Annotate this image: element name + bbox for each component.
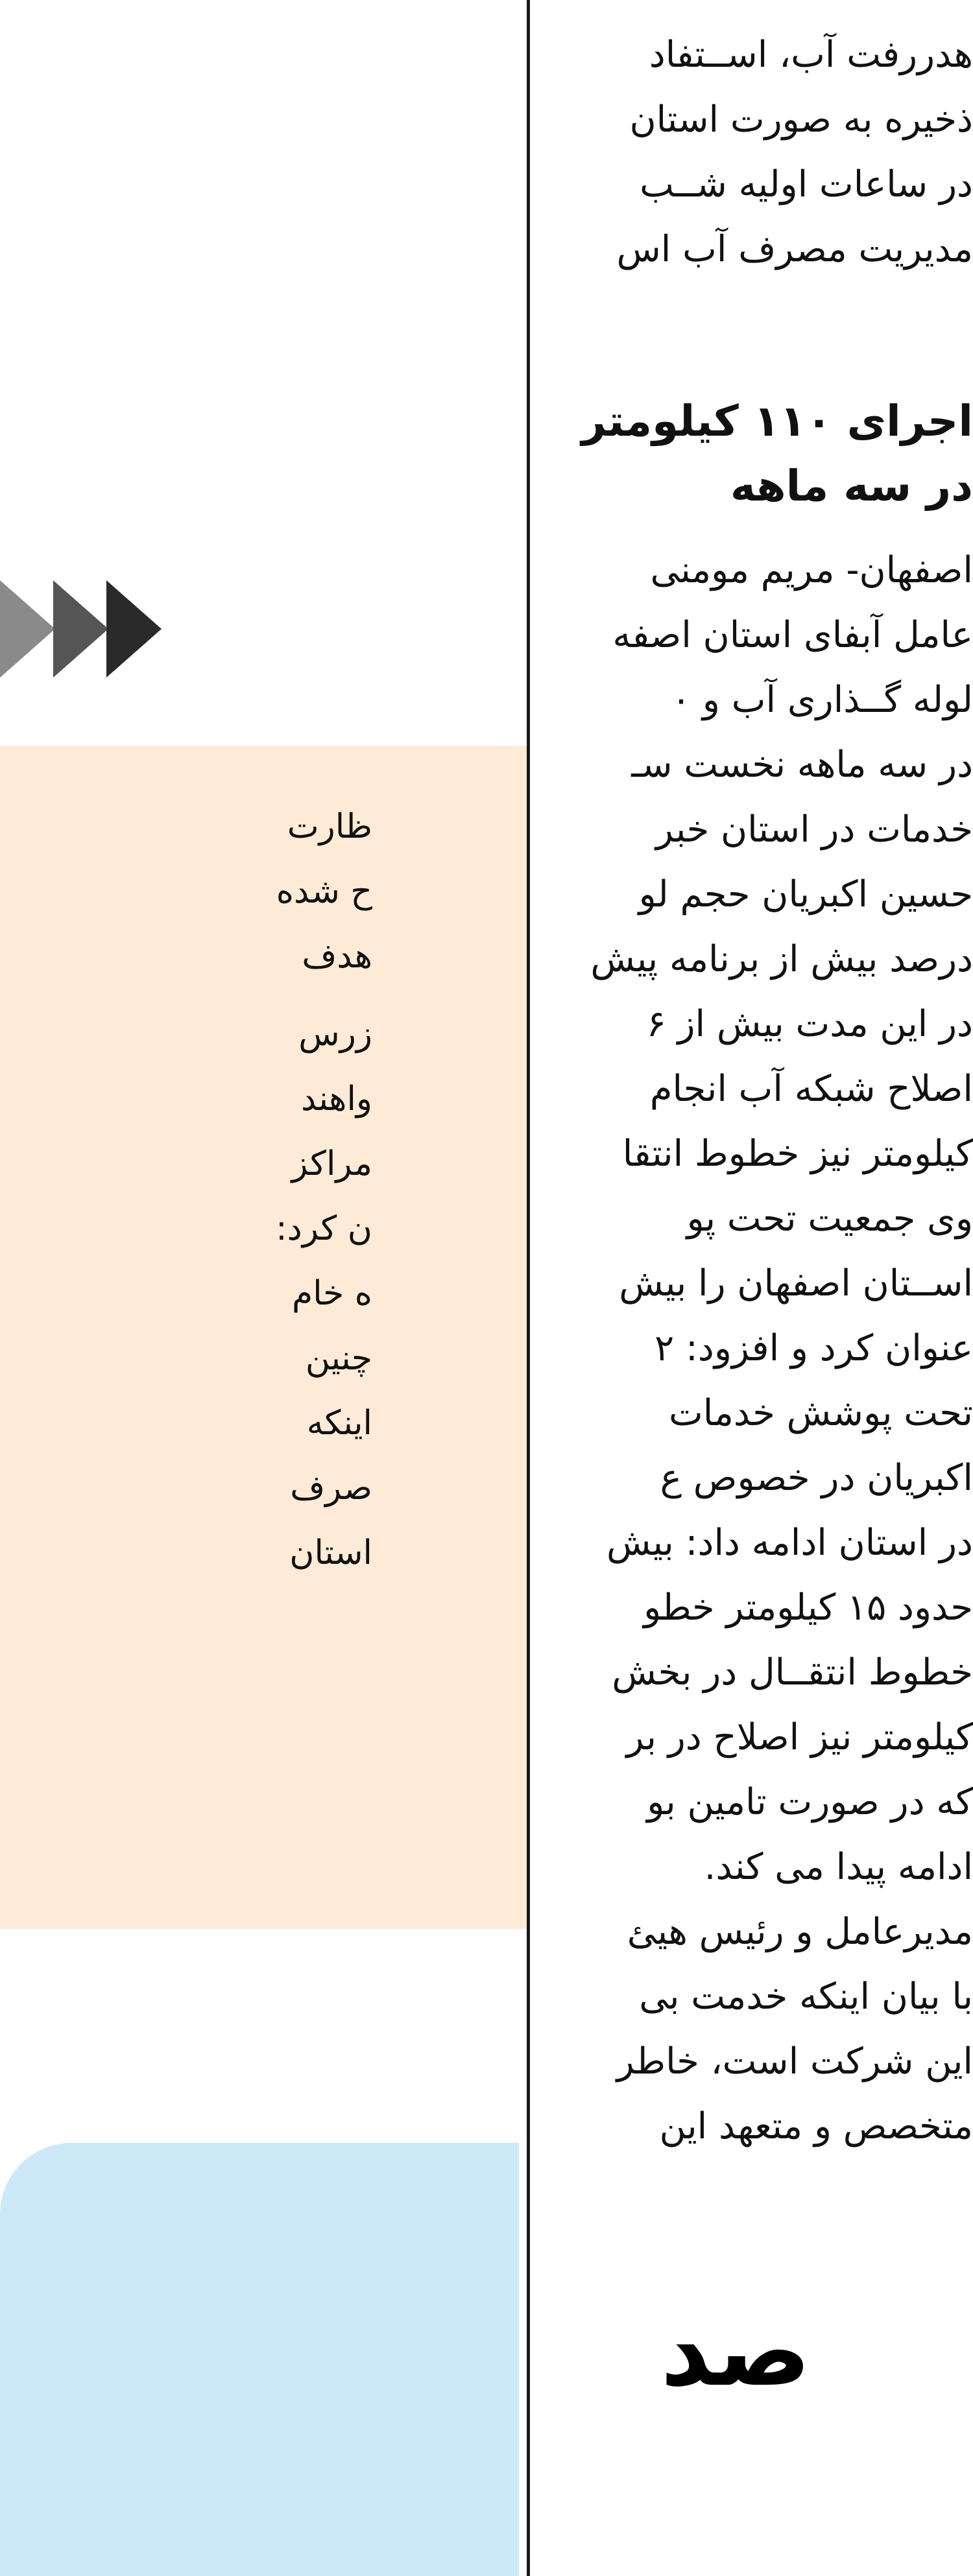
- text-line: کیلومتر نیز اصلاح در بر: [626, 1716, 973, 1758]
- text-line: ن کرد:: [276, 1209, 372, 1248]
- text-line: ذخیره به صورت استان: [629, 99, 973, 141]
- text-line: حسین اکبریان حجم لو: [638, 873, 973, 916]
- sidebar-box-blue: [0, 2143, 519, 2576]
- text-line: متخصص و متعهد این: [659, 2105, 973, 2147]
- text-line: هدف: [302, 937, 372, 976]
- text-line: چنین: [305, 1339, 372, 1378]
- text-line: ح شده: [276, 872, 372, 911]
- text-line: در این مدت بیش از ۶: [646, 1003, 973, 1045]
- text-line: مراکز: [291, 1144, 372, 1183]
- triangle-icon: [106, 580, 162, 678]
- text-line: ادامه پیدا می کند.: [704, 1846, 973, 1888]
- text-line: تحت پوشش خدمات: [669, 1392, 973, 1434]
- text-line: عنوان کرد و افزود: ۲: [655, 1327, 973, 1369]
- text-line: صرف: [290, 1469, 372, 1507]
- text-line: با بیان اینکه خدمت بی: [639, 1976, 973, 2018]
- column-divider: [527, 0, 530, 2576]
- blue-box-heading: صد: [660, 2295, 811, 2408]
- triangle-icon: [53, 580, 108, 678]
- text-line: در سه ماهه نخست سـ: [631, 744, 973, 786]
- text-line: این شرکت است، خاطر: [616, 2040, 973, 2083]
- text-line: کیلومتر نیز خطوط انتقا: [622, 1133, 973, 1175]
- text-line: واهند: [301, 1080, 372, 1118]
- text-line: زرس: [298, 1015, 372, 1054]
- text-line: اینکه: [306, 1404, 372, 1443]
- text-line: در ساعات اولیه شــب: [640, 163, 973, 206]
- text-line: اکبریان در خصوص ع: [660, 1457, 973, 1499]
- headline-line: اجرای ۱۱۰ کیلومتر: [581, 396, 973, 446]
- text-line: اصلاح شبکه آب انجام: [649, 1068, 973, 1110]
- decorative-arrow-icons: [0, 580, 162, 678]
- text-line: وی جمعیت تحت پو: [686, 1198, 973, 1240]
- triangle-icon: [0, 580, 55, 678]
- text-line: اســتان اصفهان را بیش: [619, 1262, 973, 1305]
- text-line: مدیرعامل و رئیس هیئ: [627, 1911, 973, 1953]
- text-line: که در صورت تامین بو: [647, 1781, 973, 1823]
- text-line: ظارت: [287, 807, 372, 846]
- text-line: خطوط انتقــال در بخش: [612, 1651, 973, 1694]
- text-line: اصفهان- مریم مومنی: [650, 549, 973, 591]
- text-line: حدود ۱۵ کیلومتر خطو: [643, 1587, 973, 1629]
- text-line: عامل آبفای استان اصفه: [612, 614, 973, 656]
- article-body: [555, 538, 973, 2159]
- text-line: مدیریت مصرف آب اس: [616, 228, 973, 270]
- text-line: استان: [289, 1533, 372, 1572]
- article-headline: [545, 389, 973, 519]
- sidebar-box-peach: [0, 746, 527, 1929]
- text-line: درصد بیش از برنامه پیش: [590, 938, 973, 980]
- text-line: خدمات در استان خبر: [655, 809, 973, 851]
- headline-line: در سه ماهه: [730, 461, 973, 511]
- text-line: لوله گــذاری آب و ۰: [671, 679, 973, 721]
- text-line: هدررفت آب، اســتفاد: [649, 34, 973, 76]
- text-line: در استان ادامه داد: بیش: [606, 1522, 973, 1564]
- intro-paragraph: [545, 23, 973, 282]
- text-line: ه خام: [292, 1274, 372, 1313]
